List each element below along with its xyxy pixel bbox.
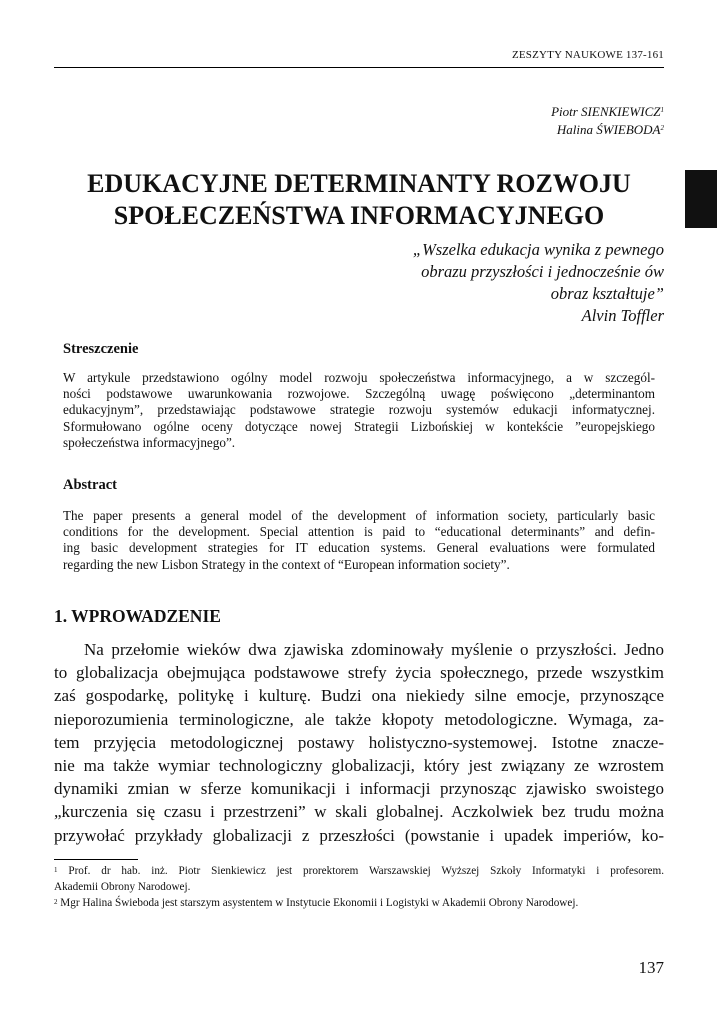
text-line: conditions for the development. Special attention is paid to “educational determinants” and defin-: [63, 524, 655, 540]
abstract-heading: Abstract: [63, 477, 117, 493]
text-line: przywołać przykłady globalizacji z przeszłości (powstanie i upadek imperiów, ko-: [54, 825, 664, 845]
text-line: ności podstawowe uwarunkowania rozwojowe. Szczególną uwagę poświęcono „determinantom: [63, 386, 655, 402]
text-line: zaś gospodarkę, politykę i kulturę. Budzi ona niekiedy silne emocje, przynoszące: [54, 686, 664, 706]
text-line: regarding the new Lisbon Strategy in the context of “European information society”.: [63, 556, 510, 572]
text-line: dynamiki zmian w sferze komunikacji i informacji przynosząc zjawisko swoistego: [54, 779, 664, 799]
text-line: Sformułowano ogólne oceny dotyczące nowej Strategii Lizbońskiej w kontekście ”europejskiego: [63, 418, 655, 434]
text-line: The paper presents a general model of the development of information society, particularly basic: [63, 508, 655, 523]
footnote-mark: 1: [54, 866, 58, 874]
thumb-tab-marker: [685, 170, 717, 228]
footnote-rule: [54, 859, 138, 860]
authors-block: [380, 103, 664, 139]
footnote-line: [54, 895, 664, 911]
footnote-line: Akademii Obrony Narodowej.: [54, 881, 191, 893]
footnotes: [54, 863, 664, 911]
author-line: [380, 121, 664, 139]
author-line: [380, 103, 664, 121]
epigraph-line: obraz kształtuje”: [550, 284, 664, 303]
page-number: 137: [638, 958, 664, 977]
text-line: tem przyjęcia metodologicznej postawy holistyczno-systemowej. Istotne znacze-: [54, 732, 664, 752]
header-rule: [54, 67, 664, 68]
text-line: W artykule przedstawiono ogólny model rozwoju społeczeństwa informacyjnego, a w szczegól-: [63, 370, 655, 385]
footnote-mark: 2: [54, 898, 58, 906]
text-line: „kurczenia się czasu i przestrzeni” w skali globalnej. Aczkolwiek bez trudu można: [54, 802, 664, 822]
section-body: [54, 638, 664, 847]
epigraph-line: „Wszelka edukacja wynika z pewnego: [412, 240, 664, 259]
article-title: [54, 168, 664, 232]
epigraph-author: Alvin Toffler: [581, 306, 664, 325]
text-line: to globalizacja obejmująca podstawowe strefy życia społecznego, przede wszystkim: [54, 663, 664, 683]
footnote-line: [54, 863, 664, 879]
text-line: nieporozumienia terminologiczne, ale także kłopoty metodologiczne. Wymaga, za-: [54, 709, 664, 729]
running-head: ZESZYTY NAUKOWE 137-161: [511, 49, 664, 61]
title-line: EDUKACYJNE DETERMINANTY ROZWOJU: [87, 169, 631, 198]
epigraph-line: obrazu przyszłości i jednocześnie ów: [421, 262, 664, 281]
streszczenie-text: [63, 370, 655, 451]
footnote-text: Mgr Halina Świeboda jest starszym asystentem w Instytucie Ekonomii i Logistyki w Akademii Obrony Narodowej.: [60, 897, 579, 909]
title-line: SPOŁECZEŃSTWA INFORMACYJNEGO: [113, 201, 605, 230]
text-line: edukacyjnym”, przedstawiając podstawowe strategie rozwoju systemów edukacji informatycznej.: [63, 402, 655, 418]
text-line: Na przełomie wieków dwa zjawiska zdominowały myślenie o przyszłości. Jedno: [84, 640, 664, 659]
abstract-text: [63, 508, 655, 573]
footnote-text: Prof. dr hab. inż. Piotr Sienkiewicz jest prorektorem Warszawskiej Wyższej Szkoły Informatyki i profesorem.: [68, 865, 665, 877]
footnote-mark: 1: [660, 106, 664, 114]
author-name: Halina ŚWIEBODA: [556, 122, 661, 137]
text-line: nie ma także wymiar technologiczny globalizacji, który jest związany ze wzrostem: [54, 756, 664, 776]
text-line: ing basic development strategies for IT education systems. General evaluations were formulated: [63, 540, 655, 556]
streszczenie-heading: Streszczenie: [63, 341, 139, 357]
section-heading: 1. WPROWADZENIE: [54, 606, 221, 626]
text-line: społeczeństwa informacyjnego”.: [63, 434, 236, 450]
footnote-mark: 2: [660, 124, 664, 132]
epigraph: [300, 239, 664, 327]
author-name: Piotr SIENKIEWICZ: [551, 104, 661, 119]
